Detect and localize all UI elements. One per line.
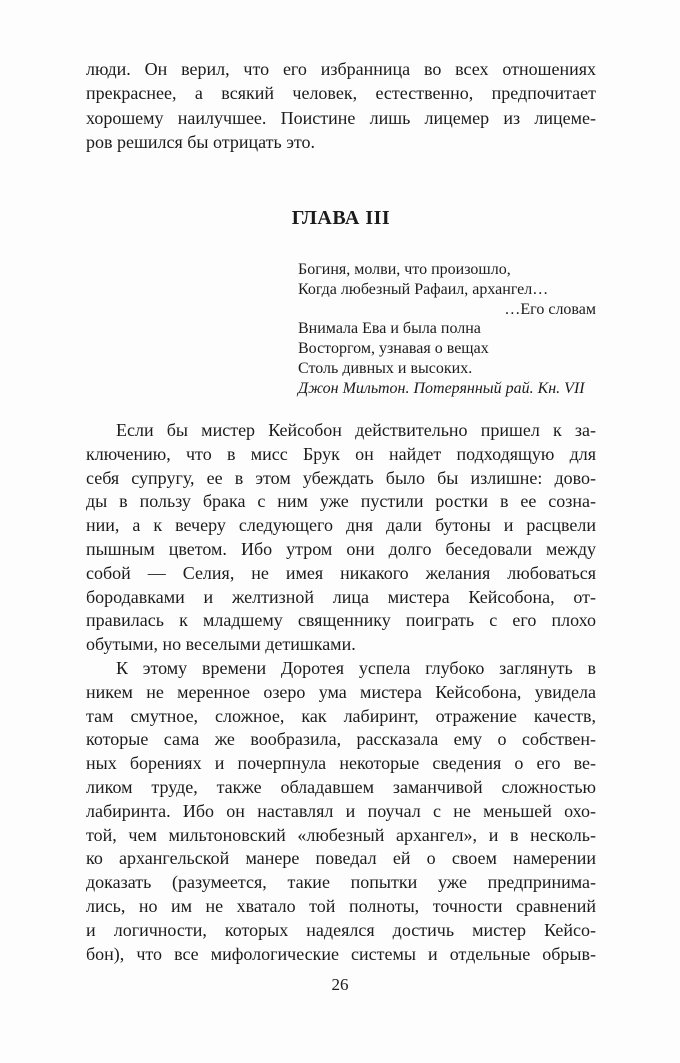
text-line: бородавками и желтизной лица мистера Кейсобона, от- (86, 586, 596, 607)
text-line: никем не меренное озеро ума мистера Кейсобона, увидела (86, 681, 596, 702)
text-line: …Его словам (504, 300, 596, 318)
text-line: доказать (разумеется, такие попытки уже предпринима- (86, 872, 596, 893)
text-line: там смутное, сложное, как лабиринт, отражение качеств, (86, 705, 596, 726)
text-line: ды в пользу брака с ним уже пустили ростки в ее созна- (86, 491, 596, 512)
text-line: Когда любезный Рафаил, архангел… (298, 280, 549, 298)
text-line: Если бы мистер Кейсобон действительно пришел к за- (116, 420, 596, 440)
text-line: Богиня, молви, что произошло, (298, 261, 511, 278)
text-line: пышным цветом. Ибо утром они долго беседовали между (86, 538, 596, 559)
text-line: Внимала Ева и была полна (298, 320, 481, 338)
text-line: собой — Селия, не имея никакого желания любоваться (86, 562, 596, 583)
main-text (86, 419, 596, 966)
text-line: лись, но им не хватало той полноты, точности сравнений (86, 895, 596, 916)
paragraph (86, 419, 596, 657)
text-line: прекраснее, а всякий человек, естественно, предпочитает (86, 83, 596, 104)
text-line: обутыми, но веселыми детишками. (86, 634, 356, 655)
text-line: К этому времени Доротея успела глубоко заглянуть в (116, 657, 596, 678)
text-line: той, чем мильтоновский «любезный архангел», и в несколь- (86, 824, 596, 845)
text-line: ных борениях и почерпнула некоторые сведения о его ве- (86, 753, 596, 774)
text-line: нии, а к вечеру следующего дня дали бутоны и расцвели (86, 515, 596, 536)
text-line: Восторгом, узнавая о вещах (298, 340, 489, 358)
text-line: правилась к младшему священнику поиграть с его плохо (86, 610, 596, 631)
page-number: 26 (331, 975, 349, 994)
epigraph-attribution: Джон Мильтон. Потерянный рай. Кн. VII (298, 379, 585, 397)
chapter-heading: ГЛАВА III (291, 207, 391, 229)
text-line: себя супругу, ее в этом убеждать было бы излишне: дово- (86, 467, 596, 488)
text-line: и логичности, которых надеялся достичь мистер Кейсо- (86, 919, 596, 940)
text-line: люди. Он верил, что его избранница во всех отношениях (86, 59, 596, 79)
text-line: ров решился бы отрицать это. (86, 131, 316, 152)
epigraph (298, 260, 596, 399)
text-line: хорошему наилучшее. Поистине лишь лицемер из лицеме- (86, 107, 596, 128)
text-line: Столь дивных и высоких. (298, 359, 473, 377)
paragraph (86, 657, 596, 966)
text-line: лабиринта. Ибо он наставлял и поучал с не меньшей охо- (86, 800, 596, 821)
text-line: ликом труде, также обладавшем заманчивой сложностью (86, 776, 596, 797)
text-line: бон), что все мифологические системы и отдельные обрыв- (86, 943, 596, 964)
text-line: которые сама же вообразила, рассказала ему о собствен- (86, 729, 596, 750)
text-line: ключению, что в мисс Брук он найдет подходящую для (86, 443, 596, 464)
epigraph-verse (298, 260, 596, 379)
text-line: ко архангельской манере поведал ей о своем намерении (86, 848, 596, 869)
opening-paragraph (86, 57, 596, 154)
